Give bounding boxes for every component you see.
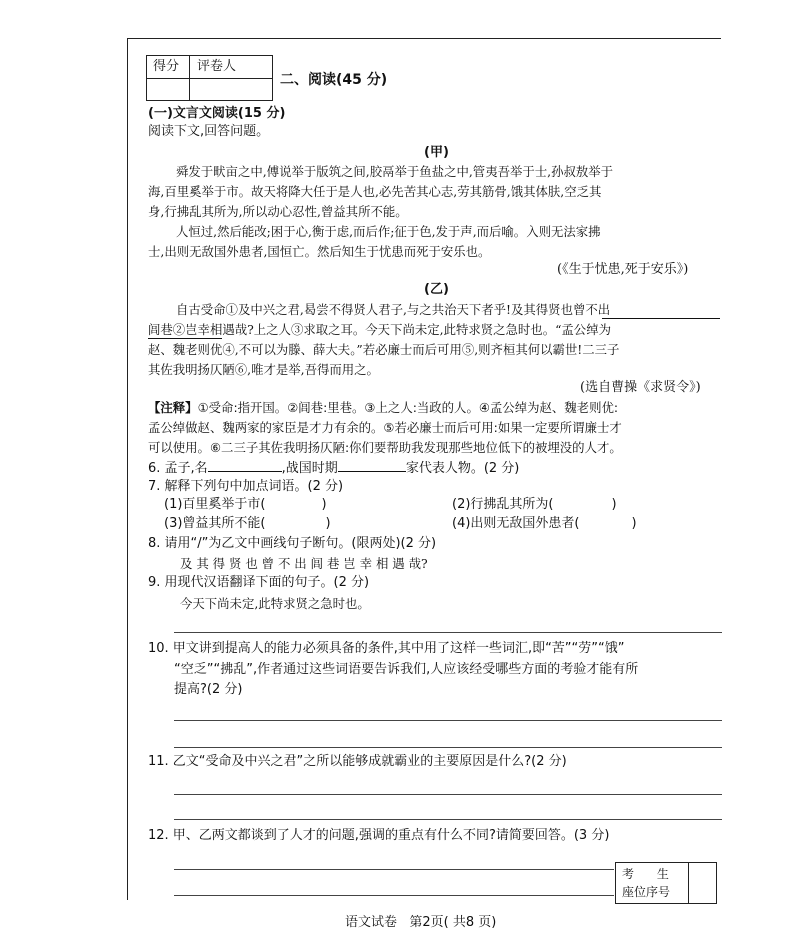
text-a-line: 海,百里奚举于市。故天将降大任于是人也,必先苦其心志,劳其筋骨,饿其体肤,空乏其 (148, 184, 602, 199)
seat-number-box (615, 862, 717, 904)
score-label: 得分 (153, 59, 180, 74)
q10-answer-line[interactable] (174, 720, 722, 721)
q7-close: ) (325, 516, 331, 531)
q7-item-4-text: (4)出则无敌国外患者( (452, 516, 580, 531)
q8-sentence: 及 其 得 贤 也 曾 不 出 闾 巷 岂 幸 相 遇 哉? (180, 556, 428, 571)
question-6 (148, 459, 519, 477)
seat-label-line2: 座位序号 (622, 885, 671, 899)
text-b-line: 赵、魏老则优④,不可以为滕、薛大夫。”若必廉士而后可用⑤,则齐桓其何以霸世!二三子 (148, 342, 620, 357)
q7-item-1-text: (1)百里奚举于市( (164, 497, 266, 512)
q7-close: ) (321, 497, 327, 512)
text-a-line: 身,行拂乱其所为,所以动心忍性,曾益其所不能。 (148, 204, 408, 219)
text-b-source: (选自曹操《求贤令》) (580, 380, 701, 395)
question-10-line: 10. 甲文讲到提高人的能力必须具备的条件,其中用了这样一些词汇,即“苦”“劳”“饿” (148, 641, 625, 656)
text-b-underline (602, 318, 720, 319)
text-a-line: 士,出则无敌国外患者,国恒亡。然后知生于忧患而死于安乐也。 (148, 244, 491, 259)
part1-instruction: 阅读下文,回答问题。 (148, 124, 270, 139)
grader-label: 评卷人 (197, 59, 237, 74)
q9-sentence: 今天下尚未定,此特求贤之急时也。 (180, 596, 370, 611)
q6-text-a: 6. 孟子,名 (148, 461, 208, 476)
question-8-stem: 8. 请用“/”为乙文中画线句子断句。(限两处)(2 分) (148, 536, 437, 551)
q7-close: ) (631, 516, 637, 531)
seat-label-line1: 考 生 (622, 867, 669, 881)
notes-line: 可以使用。⑥二三子其佐我明扬仄陋:你们要帮助我发现那些地位低下的被埋没的人才。 (148, 440, 622, 455)
notes-line (148, 400, 618, 416)
text-b-line: 其佐我明扬仄陋⑥,唯才是举,吾得而用之。 (148, 362, 379, 377)
part1-heading: (一)文言文阅读(15 分) (148, 106, 286, 121)
q9-answer-line[interactable] (174, 632, 722, 633)
question-11-stem: 11. 乙文“受命及中兴之君”之所以能够成就霸业的主要原因是什么?(2 分) (148, 754, 567, 769)
q12-answer-line[interactable] (174, 895, 614, 896)
q7-item-2 (452, 497, 617, 513)
text-a-source: (《生于忧患,死于安乐》) (557, 262, 689, 277)
q7-item-3-text: (3)曾益其所不能( (164, 516, 266, 531)
q10-answer-line[interactable] (174, 747, 722, 748)
q12-answer-line[interactable] (174, 869, 614, 870)
question-10-line: 提高?(2 分) (174, 682, 243, 697)
q6-blank-name[interactable] (208, 459, 282, 472)
text-a-line: 舜发于畎亩之中,傅说举于版筑之间,胶鬲举于鱼盐之中,管夷吾举于士,孙叔敖举于 (176, 164, 614, 179)
q7-item-2-text: (2)行拂乱其所为( (452, 497, 554, 512)
notes-text: ①受命:指开国。②闾巷:里巷。③上之人:当政的人。④孟公绰为赵、魏老则优: (197, 400, 619, 415)
notes-label: 【注释】 (148, 400, 198, 415)
section-title: 二、阅读(45 分) (280, 72, 388, 88)
text-b-label: (乙) (424, 282, 449, 297)
page-footer: 语文试卷 第2页( 共8 页) (345, 915, 497, 930)
q7-item-4 (452, 516, 637, 532)
q7-item-3 (164, 516, 331, 532)
question-7-stem: 7. 解释下列句中加点词语。(2 分) (148, 479, 344, 494)
margin-rule (127, 38, 128, 900)
q11-answer-line[interactable] (174, 794, 722, 795)
q6-blank-school[interactable] (338, 459, 406, 472)
notes-line: 孟公绰做赵、魏两家的家臣是才力有余的。⑤若必廉士而后可用:如果一定要所谓廉士才 (148, 420, 622, 435)
text-b-line: 闾巷②岂幸相遇哉?上之人③求取之耳。今天下尚未定,此特求贤之急时也。“孟公绰为 (148, 322, 611, 337)
text-b-underline (148, 338, 222, 339)
score-box (146, 55, 273, 101)
text-b-line: 自古受命①及中兴之君,曷尝不得贤人君子,与之共治天下者乎!及其得贤也曾不出 (176, 302, 611, 317)
text-a-line: 人恒过,然后能改;困于心,衡于虑,而后作;征于色,发于声,而后喻。入则无法家拂 (176, 224, 601, 239)
q7-item-1 (164, 497, 327, 513)
q11-answer-line[interactable] (174, 819, 722, 820)
q7-close: ) (611, 497, 617, 512)
q6-text-c: 家代表人物。(2 分) (405, 461, 520, 476)
text-a-label: (甲) (424, 145, 449, 160)
seat-number-input[interactable] (689, 863, 716, 903)
top-rule (127, 38, 721, 39)
question-10-line: “空乏”“拂乱”,作者通过这些词语要告诉我们,人应该经受哪些方面的考验才能有所 (174, 662, 639, 677)
q6-text-b: ,战国时期 (281, 461, 338, 476)
question-9-stem: 9. 用现代汉语翻译下面的句子。(2 分) (148, 575, 370, 590)
question-12-stem: 12. 甲、乙两文都谈到了人才的问题,强调的重点有什么不同?请简要回答。(3 分) (148, 828, 610, 843)
